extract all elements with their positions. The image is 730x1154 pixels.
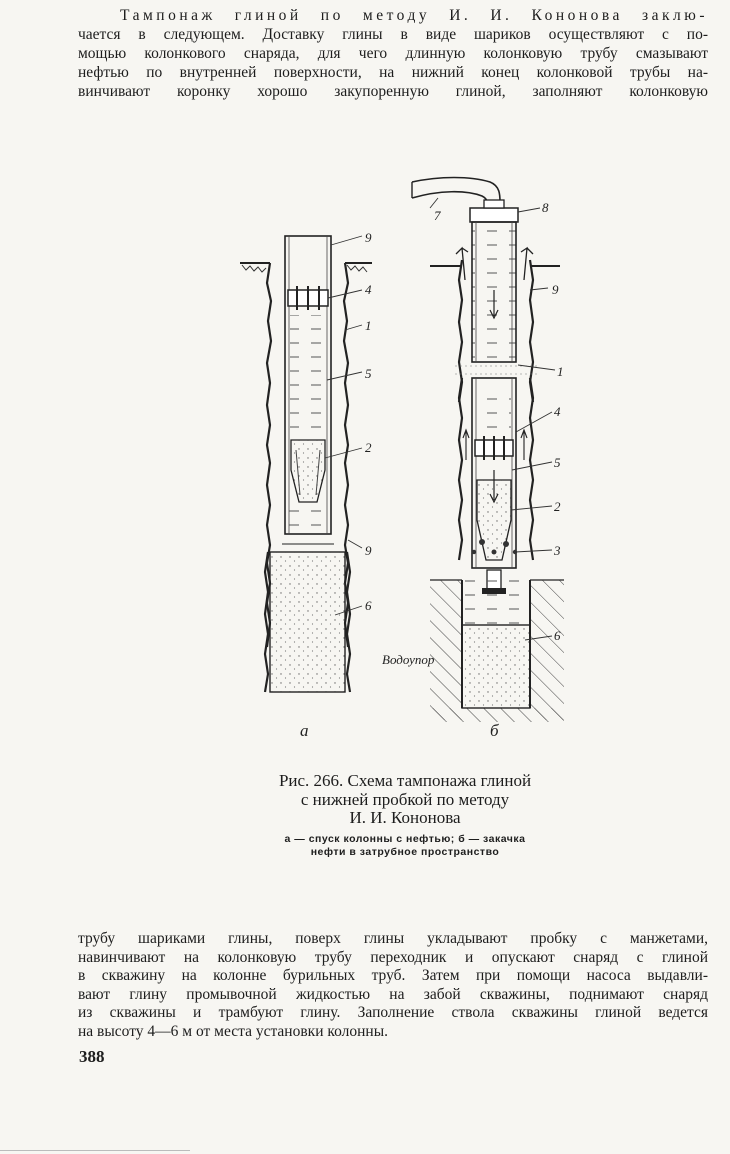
- page-number: 388: [79, 1047, 105, 1066]
- figure-caption-legend: [210, 833, 600, 859]
- panel-letter-b: б: [490, 721, 499, 740]
- panel-letter-a: а: [300, 721, 309, 740]
- label-4-b: 4: [554, 404, 561, 419]
- legend-line: а — спуск колонны с нефтью; б — закачка: [284, 833, 526, 845]
- aquiclude-label: Водоупор: [382, 652, 435, 667]
- bottom-line: трубу шариками глины, поверх глины укладывают пробку с манжетами,: [78, 930, 708, 947]
- bottom-line: вают глину промывочной жидкостью на забой скважины, поднимают снаряд: [78, 985, 708, 1003]
- label-8-b: 8: [542, 200, 549, 215]
- label-5-b: 5: [554, 455, 561, 470]
- panel-b: [382, 178, 564, 741]
- label-9b-a: 9: [365, 543, 372, 558]
- label-1-a: 1: [365, 318, 372, 333]
- caption-line: с нижней пробкой по методу: [300, 789, 510, 809]
- label-5-a: 5: [365, 366, 372, 381]
- caption-line: И. И. Кононова: [349, 808, 461, 827]
- label-3-b: 3: [554, 543, 561, 558]
- top-line: мощью колонкового снаряда, для чего длинную колонковую трубу смазывают: [78, 45, 708, 62]
- label-7-b: 7: [434, 208, 441, 223]
- top-line: винчивают коронку хорошо закупоренную глиной, заполняют колонковую: [78, 83, 708, 100]
- bottom-line: на высоту 4—6 м от места установки колонны.: [78, 1022, 389, 1040]
- top-line: чается в следующем. Доставку глины в виде шариков осуществляют с по-: [78, 26, 708, 43]
- top-paragraph: [78, 6, 708, 101]
- bottom-line: в скважину на колонне бурильных труб. Затем при помощи насоса выдавли-: [78, 967, 708, 984]
- label-1-b: 1: [557, 364, 564, 379]
- label-9-a: 9: [365, 230, 372, 245]
- label-2-b: 2: [554, 499, 561, 514]
- top-line: нефтью по внутренней поверхности, на нижний конец колонковой трубы на-: [78, 64, 708, 81]
- label-2-a: 2: [365, 440, 372, 455]
- page-edge-rule: [0, 1150, 190, 1151]
- bottom-line: навинчивают на колонковую трубу переходник и опускают снаряд с глиной: [78, 948, 708, 966]
- bottom-paragraph: [78, 930, 708, 1041]
- label-9-b: 9: [552, 282, 559, 297]
- caption-line: Рис. 266. Схема тампонажа глиной: [278, 771, 532, 790]
- figure-266: [0, 140, 730, 760]
- figure-caption-title: [210, 772, 600, 828]
- label-4-a: 4: [365, 282, 372, 297]
- label-6-b: 6: [554, 628, 561, 643]
- bottom-line: из скважины и трамбуют глину. Заполнение ствола скважины глиной ведется: [78, 1004, 708, 1021]
- top-line: Тампонаж глиной по методу И. И. Кононова заклю-: [120, 7, 708, 24]
- legend-line: нефти в затрубное пространство: [310, 846, 500, 858]
- label-6-a: 6: [365, 598, 372, 613]
- panel-a: [240, 230, 372, 740]
